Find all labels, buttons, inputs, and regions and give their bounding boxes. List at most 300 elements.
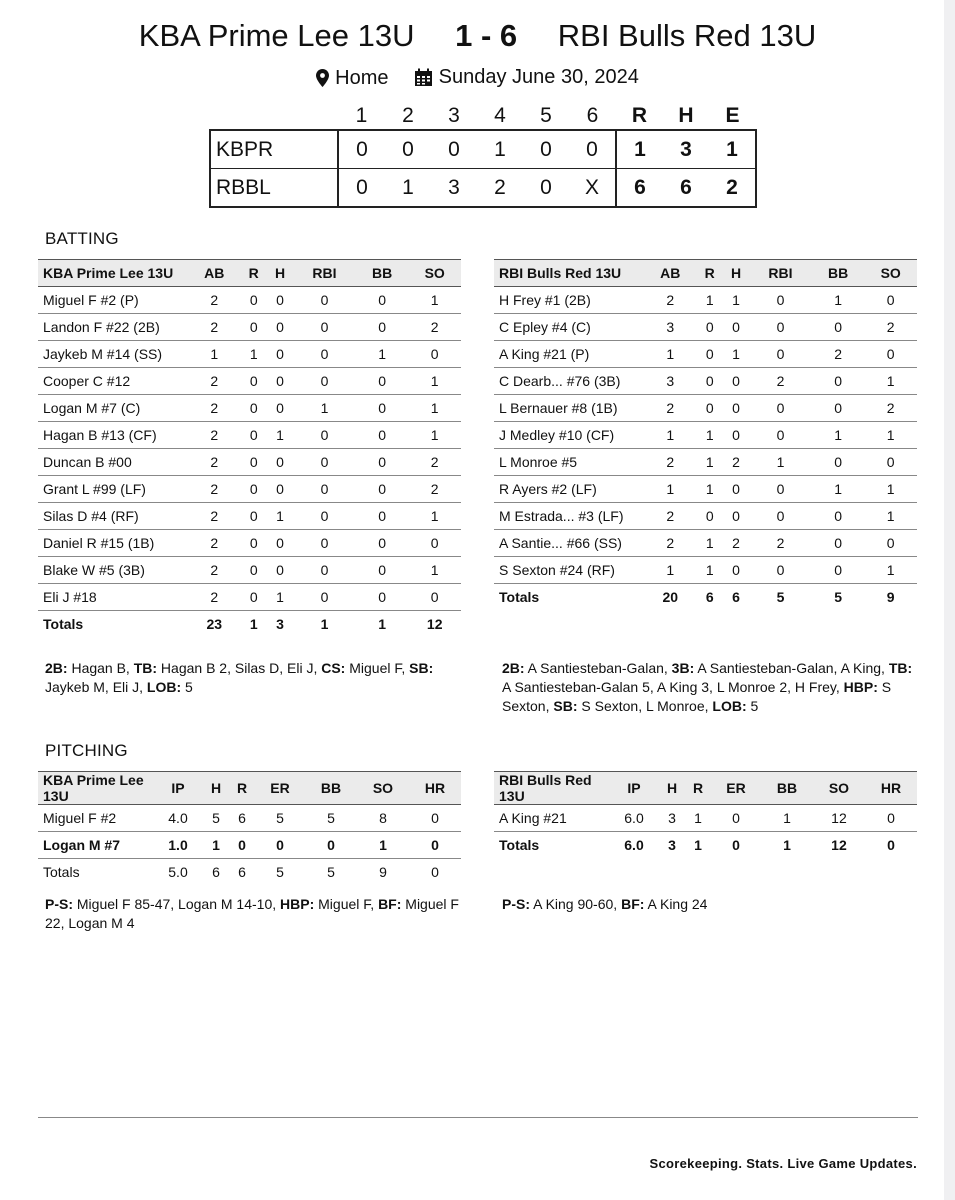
stat-cell: 1 <box>723 341 749 368</box>
stat-cell: 0 <box>749 422 812 449</box>
batter-row <box>38 422 461 449</box>
stat-cell: 1 <box>697 422 723 449</box>
team-header: KBA Prime Lee 13U <box>38 772 153 805</box>
totals-cell: 1 <box>694 837 702 853</box>
note-key: P-S: <box>502 896 530 912</box>
batter-row <box>494 503 917 530</box>
stat-cell: 1 <box>293 395 356 422</box>
totals-cell: 5 <box>776 589 785 605</box>
totals-label: Totals <box>499 589 540 605</box>
player-name: Blake W #5 (3B) <box>38 557 188 584</box>
errors-cell: 2 <box>709 169 756 208</box>
stat-cell: 1 <box>408 557 461 584</box>
stat-cell: 12 <box>813 805 865 832</box>
inning-cell: 0 <box>338 130 385 169</box>
totals-cell: 5.0 <box>168 864 188 880</box>
player-name: Daniel R #15 (1B) <box>38 530 188 557</box>
player-name: Cooper C #12 <box>38 368 188 395</box>
pitching-notes-away <box>45 895 465 933</box>
stat-cell: 2 <box>644 503 697 530</box>
stat-cell: 0 <box>241 395 267 422</box>
player-name: Silas D #4 (RF) <box>38 503 188 530</box>
stat-cell: 0 <box>408 530 461 557</box>
note-value: 5 <box>746 698 759 714</box>
stat-cell: 0 <box>356 368 409 395</box>
batter-row <box>38 314 461 341</box>
stat-cell: 0 <box>267 476 293 503</box>
totals-cell: 6.0 <box>624 837 644 853</box>
inning-header: 4 <box>494 104 506 127</box>
stat-cell: 0 <box>293 584 356 611</box>
stat-cell: 0 <box>356 422 409 449</box>
batter-row <box>38 368 461 395</box>
stat-cell: 2 <box>188 584 241 611</box>
stat-cell: 0 <box>749 287 812 314</box>
note-key: SB: <box>553 698 578 714</box>
stat-cell: 0 <box>293 530 356 557</box>
inning-cell: 2 <box>477 169 523 208</box>
stat-cell: 0 <box>356 503 409 530</box>
stat-cell: 0 <box>711 805 761 832</box>
totals-cell: 6 <box>212 864 220 880</box>
stat-cell: 5 <box>255 805 305 832</box>
column-header: R <box>241 260 267 287</box>
stat-cell: 1 <box>864 368 917 395</box>
column-header: H <box>723 260 749 287</box>
stat-cell: 0 <box>267 449 293 476</box>
inning-header: 5 <box>540 104 552 127</box>
note-key: HBP: <box>843 679 878 695</box>
pitcher-row <box>494 805 917 832</box>
stat-cell: 0 <box>812 449 865 476</box>
note-value: A Santiesteban-Galan, <box>524 660 672 676</box>
line-team: KBPR <box>210 130 338 169</box>
footer-tagline: Scorekeeping. Stats. Live Game Updates. <box>649 1156 917 1171</box>
stat-cell: 0 <box>409 805 461 832</box>
totals-cell: 5 <box>834 589 842 605</box>
stat-cell: 0 <box>723 476 749 503</box>
stat-cell: 0 <box>267 368 293 395</box>
runs-header: R <box>631 104 648 127</box>
pitching-notes-home <box>502 895 922 914</box>
stat-cell: 0 <box>241 584 267 611</box>
player-name: J Medley #10 (CF) <box>494 422 644 449</box>
stat-cell: 1 <box>812 422 865 449</box>
stat-cell: 0 <box>356 530 409 557</box>
stat-cell: 0 <box>255 832 305 859</box>
stat-cell: 0 <box>267 341 293 368</box>
player-name: C Dearb... #76 (3B) <box>494 368 644 395</box>
totals-cell: 0 <box>431 864 439 880</box>
totals-cell: 0 <box>732 837 740 853</box>
stat-cell: 0 <box>241 449 267 476</box>
stat-cell: 0 <box>408 341 461 368</box>
note-value: Miguel F 85-47, Logan M 14-10, <box>73 896 281 912</box>
stat-cell: 2 <box>644 530 697 557</box>
player-name: M Estrada... #3 (LF) <box>494 503 644 530</box>
note-key: HBP: <box>280 896 315 912</box>
stat-cell: 1 <box>188 341 241 368</box>
stat-cell: 2 <box>644 449 697 476</box>
stat-cell: 1 <box>697 476 723 503</box>
column-header: SO <box>864 260 917 287</box>
note-key: TB: <box>133 660 158 676</box>
stat-cell: 5 <box>305 805 357 832</box>
totals-cell: 1 <box>249 616 258 632</box>
stat-cell: 0 <box>812 368 865 395</box>
stat-cell: 0 <box>864 449 917 476</box>
stat-cell: 2 <box>188 395 241 422</box>
batter-row <box>494 341 917 368</box>
stat-cell: 0 <box>241 530 267 557</box>
game-date: Sunday June 30, 2024 <box>438 66 639 88</box>
totals-cell: 1 <box>378 616 386 632</box>
totals-cell: 3 <box>276 616 284 632</box>
stat-cell: 1 <box>864 557 917 584</box>
totals-row <box>494 584 917 611</box>
stat-cell: 0 <box>356 476 409 503</box>
totals-cell: 12 <box>831 837 847 853</box>
totals-cell: 23 <box>206 616 223 632</box>
inning-header: 2 <box>402 104 414 127</box>
inning-header: 1 <box>355 104 368 127</box>
note-value: A Santiesteban-Galan 5, A King 3, L Monroe 2, H Frey, <box>502 679 844 695</box>
pitching-table-away <box>38 771 461 885</box>
stat-cell: 0 <box>697 368 723 395</box>
stat-cell: 0 <box>749 395 812 422</box>
stat-cell: 0 <box>723 422 749 449</box>
stat-cell: 0 <box>293 368 356 395</box>
stat-cell: 0 <box>356 557 409 584</box>
note-value: Hagan B, <box>67 660 134 676</box>
footer-divider <box>38 1117 918 1118</box>
stat-cell: 1 <box>644 341 697 368</box>
stat-cell: 0 <box>356 287 409 314</box>
stat-cell: 0 <box>241 476 267 503</box>
batter-row <box>494 314 917 341</box>
note-key: LOB: <box>146 679 182 695</box>
note-key: LOB: <box>712 698 747 714</box>
team-header: RBI Bulls Red 13U <box>494 260 644 287</box>
stat-cell: 1 <box>697 530 723 557</box>
stat-cell: 1 <box>864 476 917 503</box>
stat-cell: 6.0 <box>609 805 659 832</box>
column-header: BB <box>305 772 357 805</box>
stat-cell: 0 <box>723 368 749 395</box>
stat-cell: 1 <box>812 476 865 503</box>
stat-cell: 1 <box>685 805 711 832</box>
player-name: L Bernauer #8 (1B) <box>494 395 644 422</box>
stat-cell: 0 <box>267 314 293 341</box>
column-header: SO <box>813 772 865 805</box>
pitcher-row <box>38 832 461 859</box>
line-score <box>209 103 757 208</box>
batter-row <box>38 449 461 476</box>
stat-cell: 0 <box>812 314 865 341</box>
stat-cell: 0 <box>356 395 409 422</box>
stat-cell: 0 <box>293 503 356 530</box>
player-name: Logan M #7 <box>38 832 153 859</box>
inning-header: 3 <box>448 104 460 127</box>
stat-cell: 2 <box>188 530 241 557</box>
stat-cell: 0 <box>293 422 356 449</box>
note-key: BF: <box>378 896 402 912</box>
stat-cell: 0 <box>241 557 267 584</box>
inning-cell: 1 <box>477 130 523 169</box>
batter-row <box>38 584 461 611</box>
note-key: TB: <box>888 660 913 676</box>
stat-cell: 1 <box>408 422 461 449</box>
team-header: KBA Prime Lee 13U <box>38 260 188 287</box>
note-key: 2B: <box>45 660 68 676</box>
line-score-row <box>210 130 756 169</box>
note-value: A Santiesteban-Galan, A King, <box>694 660 889 676</box>
stat-cell: 1 <box>357 832 409 859</box>
note-key: BF: <box>621 896 645 912</box>
totals-label: Totals <box>499 837 540 853</box>
stat-cell: 0 <box>723 503 749 530</box>
stat-cell: 2 <box>644 287 697 314</box>
stat-cell: 0 <box>356 449 409 476</box>
column-header: IP <box>609 772 659 805</box>
stat-cell: 1 <box>408 287 461 314</box>
stat-cell: 2 <box>188 476 241 503</box>
player-name: A King #21 (P) <box>494 341 644 368</box>
batter-row <box>494 449 917 476</box>
stat-cell: 1 <box>723 287 749 314</box>
stat-cell: 1 <box>408 368 461 395</box>
stat-cell: 0 <box>356 584 409 611</box>
inning-cell: 0 <box>523 130 569 169</box>
stat-cell: 1 <box>203 832 229 859</box>
stat-cell: 1 <box>644 476 697 503</box>
game-title <box>0 18 955 54</box>
stat-cell: 0 <box>267 287 293 314</box>
stat-cell: 2 <box>188 449 241 476</box>
stat-cell: 0 <box>408 584 461 611</box>
location-label: Home <box>335 66 389 89</box>
batter-row <box>494 368 917 395</box>
batter-row <box>38 341 461 368</box>
stat-cell: 2 <box>408 314 461 341</box>
note-value: A King 90-60, <box>530 896 622 912</box>
stat-cell: 1 <box>761 805 813 832</box>
location-pin-icon <box>316 69 329 87</box>
stat-cell: 2 <box>188 503 241 530</box>
away-team-name: KBA Prime Lee 13U <box>138 18 415 53</box>
stat-cell: 0 <box>864 530 917 557</box>
stat-cell: 1 <box>812 287 865 314</box>
line-team: RBBL <box>210 169 338 208</box>
game-meta <box>0 66 955 93</box>
hits-cell: 3 <box>663 130 709 169</box>
stat-cell: 5 <box>203 805 229 832</box>
stat-cell: 0 <box>293 287 356 314</box>
stat-cell: 2 <box>188 422 241 449</box>
inning-cell: X <box>569 169 616 208</box>
column-header: HR <box>409 772 461 805</box>
stat-cell: 0 <box>697 503 723 530</box>
stat-cell: 1 <box>697 557 723 584</box>
stat-cell: 1 <box>697 449 723 476</box>
stat-cell: 1 <box>267 422 293 449</box>
note-value: Jaykeb M, Eli J, <box>45 679 147 695</box>
column-header: ER <box>255 772 305 805</box>
batting-notes-home <box>502 659 922 716</box>
totals-cell: 5 <box>327 864 335 880</box>
player-name: Miguel F #2 <box>38 805 153 832</box>
home-team-name: RBI Bulls Red 13U <box>557 18 817 53</box>
errors-cell: 1 <box>709 130 756 169</box>
stat-cell: 8 <box>357 805 409 832</box>
player-name: Jaykeb M #14 (SS) <box>38 341 188 368</box>
note-value: A King 24 <box>644 896 708 912</box>
header-row <box>38 772 461 805</box>
column-header: R <box>229 772 255 805</box>
totals-label: Totals <box>43 864 80 880</box>
column-header: IP <box>153 772 203 805</box>
pitcher-row <box>38 805 461 832</box>
column-header: SO <box>357 772 409 805</box>
calendar-icon <box>414 68 433 87</box>
stat-cell: 0 <box>812 557 865 584</box>
totals-cell: 6 <box>732 589 740 605</box>
stat-cell: 2 <box>408 449 461 476</box>
stat-cell: 1 <box>697 287 723 314</box>
stat-cell: 0 <box>865 805 917 832</box>
player-name: Eli J #18 <box>38 584 188 611</box>
column-header: R <box>685 772 711 805</box>
totals-cell: 9 <box>886 589 895 605</box>
stat-cell: 0 <box>267 530 293 557</box>
note-key: 2B: <box>502 660 525 676</box>
player-name: L Monroe #5 <box>494 449 644 476</box>
player-name: A King #21 <box>494 805 609 832</box>
player-name: R Ayers #2 (LF) <box>494 476 644 503</box>
inning-cell: 3 <box>431 169 477 208</box>
stat-cell: 0 <box>723 395 749 422</box>
column-header: RBI <box>293 260 356 287</box>
stat-cell: 0 <box>267 557 293 584</box>
column-header: BB <box>812 260 865 287</box>
stat-cell: 3 <box>644 368 697 395</box>
inning-cell: 0 <box>385 130 431 169</box>
stat-cell: 1 <box>749 449 812 476</box>
stat-cell: 2 <box>749 368 812 395</box>
stat-cell: 0 <box>241 368 267 395</box>
hits-cell: 6 <box>663 169 709 208</box>
batter-row <box>494 395 917 422</box>
stat-cell: 4.0 <box>153 805 203 832</box>
player-name: A Santie... #66 (SS) <box>494 530 644 557</box>
player-name: Hagan B #13 (CF) <box>38 422 188 449</box>
header-row <box>494 260 917 287</box>
batting-section-title: BATTING <box>45 229 119 248</box>
stat-cell: 1 <box>267 584 293 611</box>
stat-cell: 2 <box>188 557 241 584</box>
batter-row <box>494 287 917 314</box>
line-score-row <box>210 169 756 208</box>
stat-cell: 1 <box>864 503 917 530</box>
totals-cell: 1 <box>320 616 329 632</box>
stat-cell: 0 <box>305 832 357 859</box>
runs-cell: 1 <box>616 130 663 169</box>
stat-cell: 0 <box>723 314 749 341</box>
errors-header: E <box>725 104 740 127</box>
stat-cell: 0 <box>241 287 267 314</box>
totals-row <box>38 859 461 886</box>
stat-cell: 3 <box>659 805 685 832</box>
totals-cell: 5 <box>276 864 284 880</box>
totals-cell: 20 <box>662 589 679 605</box>
final-score: 1 - 6 <box>455 18 518 53</box>
totals-cell: 6 <box>238 864 246 880</box>
stat-cell: 1 <box>408 395 461 422</box>
note-value: Miguel F, <box>314 896 379 912</box>
totals-cell: 3 <box>668 837 676 853</box>
stat-cell: 2 <box>723 530 749 557</box>
stat-cell: 0 <box>697 314 723 341</box>
note-value: 5 <box>181 679 193 695</box>
note-key: SB: <box>409 660 434 676</box>
stat-cell: 2 <box>864 395 917 422</box>
note-value: S Sexton, L Monroe, <box>577 698 713 714</box>
batter-row <box>38 395 461 422</box>
stat-cell: 0 <box>749 341 812 368</box>
stat-cell: 0 <box>409 832 461 859</box>
batter-row <box>38 557 461 584</box>
stat-cell: 0 <box>864 341 917 368</box>
stat-cell: 0 <box>812 530 865 557</box>
player-name: S Sexton #24 (RF) <box>494 557 644 584</box>
totals-cell: 12 <box>426 616 443 632</box>
player-name: H Frey #1 (2B) <box>494 287 644 314</box>
stat-cell: 2 <box>864 314 917 341</box>
note-value: Miguel F, <box>345 660 410 676</box>
column-header: H <box>203 772 229 805</box>
stat-cell: 0 <box>749 314 812 341</box>
stat-cell: 1 <box>356 341 409 368</box>
note-key: 3B: <box>671 660 695 676</box>
inning-cell: 0 <box>338 169 385 208</box>
stat-cell: 0 <box>356 314 409 341</box>
totals-row <box>38 611 461 638</box>
stat-cell: 2 <box>188 368 241 395</box>
player-name: Miguel F #2 (P) <box>38 287 188 314</box>
stat-cell: 2 <box>749 530 812 557</box>
column-header: BB <box>761 772 813 805</box>
player-name: Landon F #22 (2B) <box>38 314 188 341</box>
batting-table-away <box>38 259 461 637</box>
stat-cell: 0 <box>241 422 267 449</box>
totals-cell: 0 <box>887 837 895 853</box>
column-header: BB <box>356 260 409 287</box>
stat-cell: 1 <box>864 422 917 449</box>
stat-cell: 0 <box>241 314 267 341</box>
stat-cell: 2 <box>644 395 697 422</box>
header-row <box>494 772 917 805</box>
stat-cell: 1 <box>408 503 461 530</box>
note-value: S Sexton, <box>502 679 892 714</box>
batting-notes-away <box>45 659 465 697</box>
column-header: ER <box>711 772 761 805</box>
totals-label: Totals <box>43 616 84 632</box>
column-header: AB <box>644 260 697 287</box>
stat-cell: 0 <box>697 341 723 368</box>
inning-cell: 0 <box>431 130 477 169</box>
stat-cell: 0 <box>293 314 356 341</box>
stat-cell: 1 <box>644 422 697 449</box>
